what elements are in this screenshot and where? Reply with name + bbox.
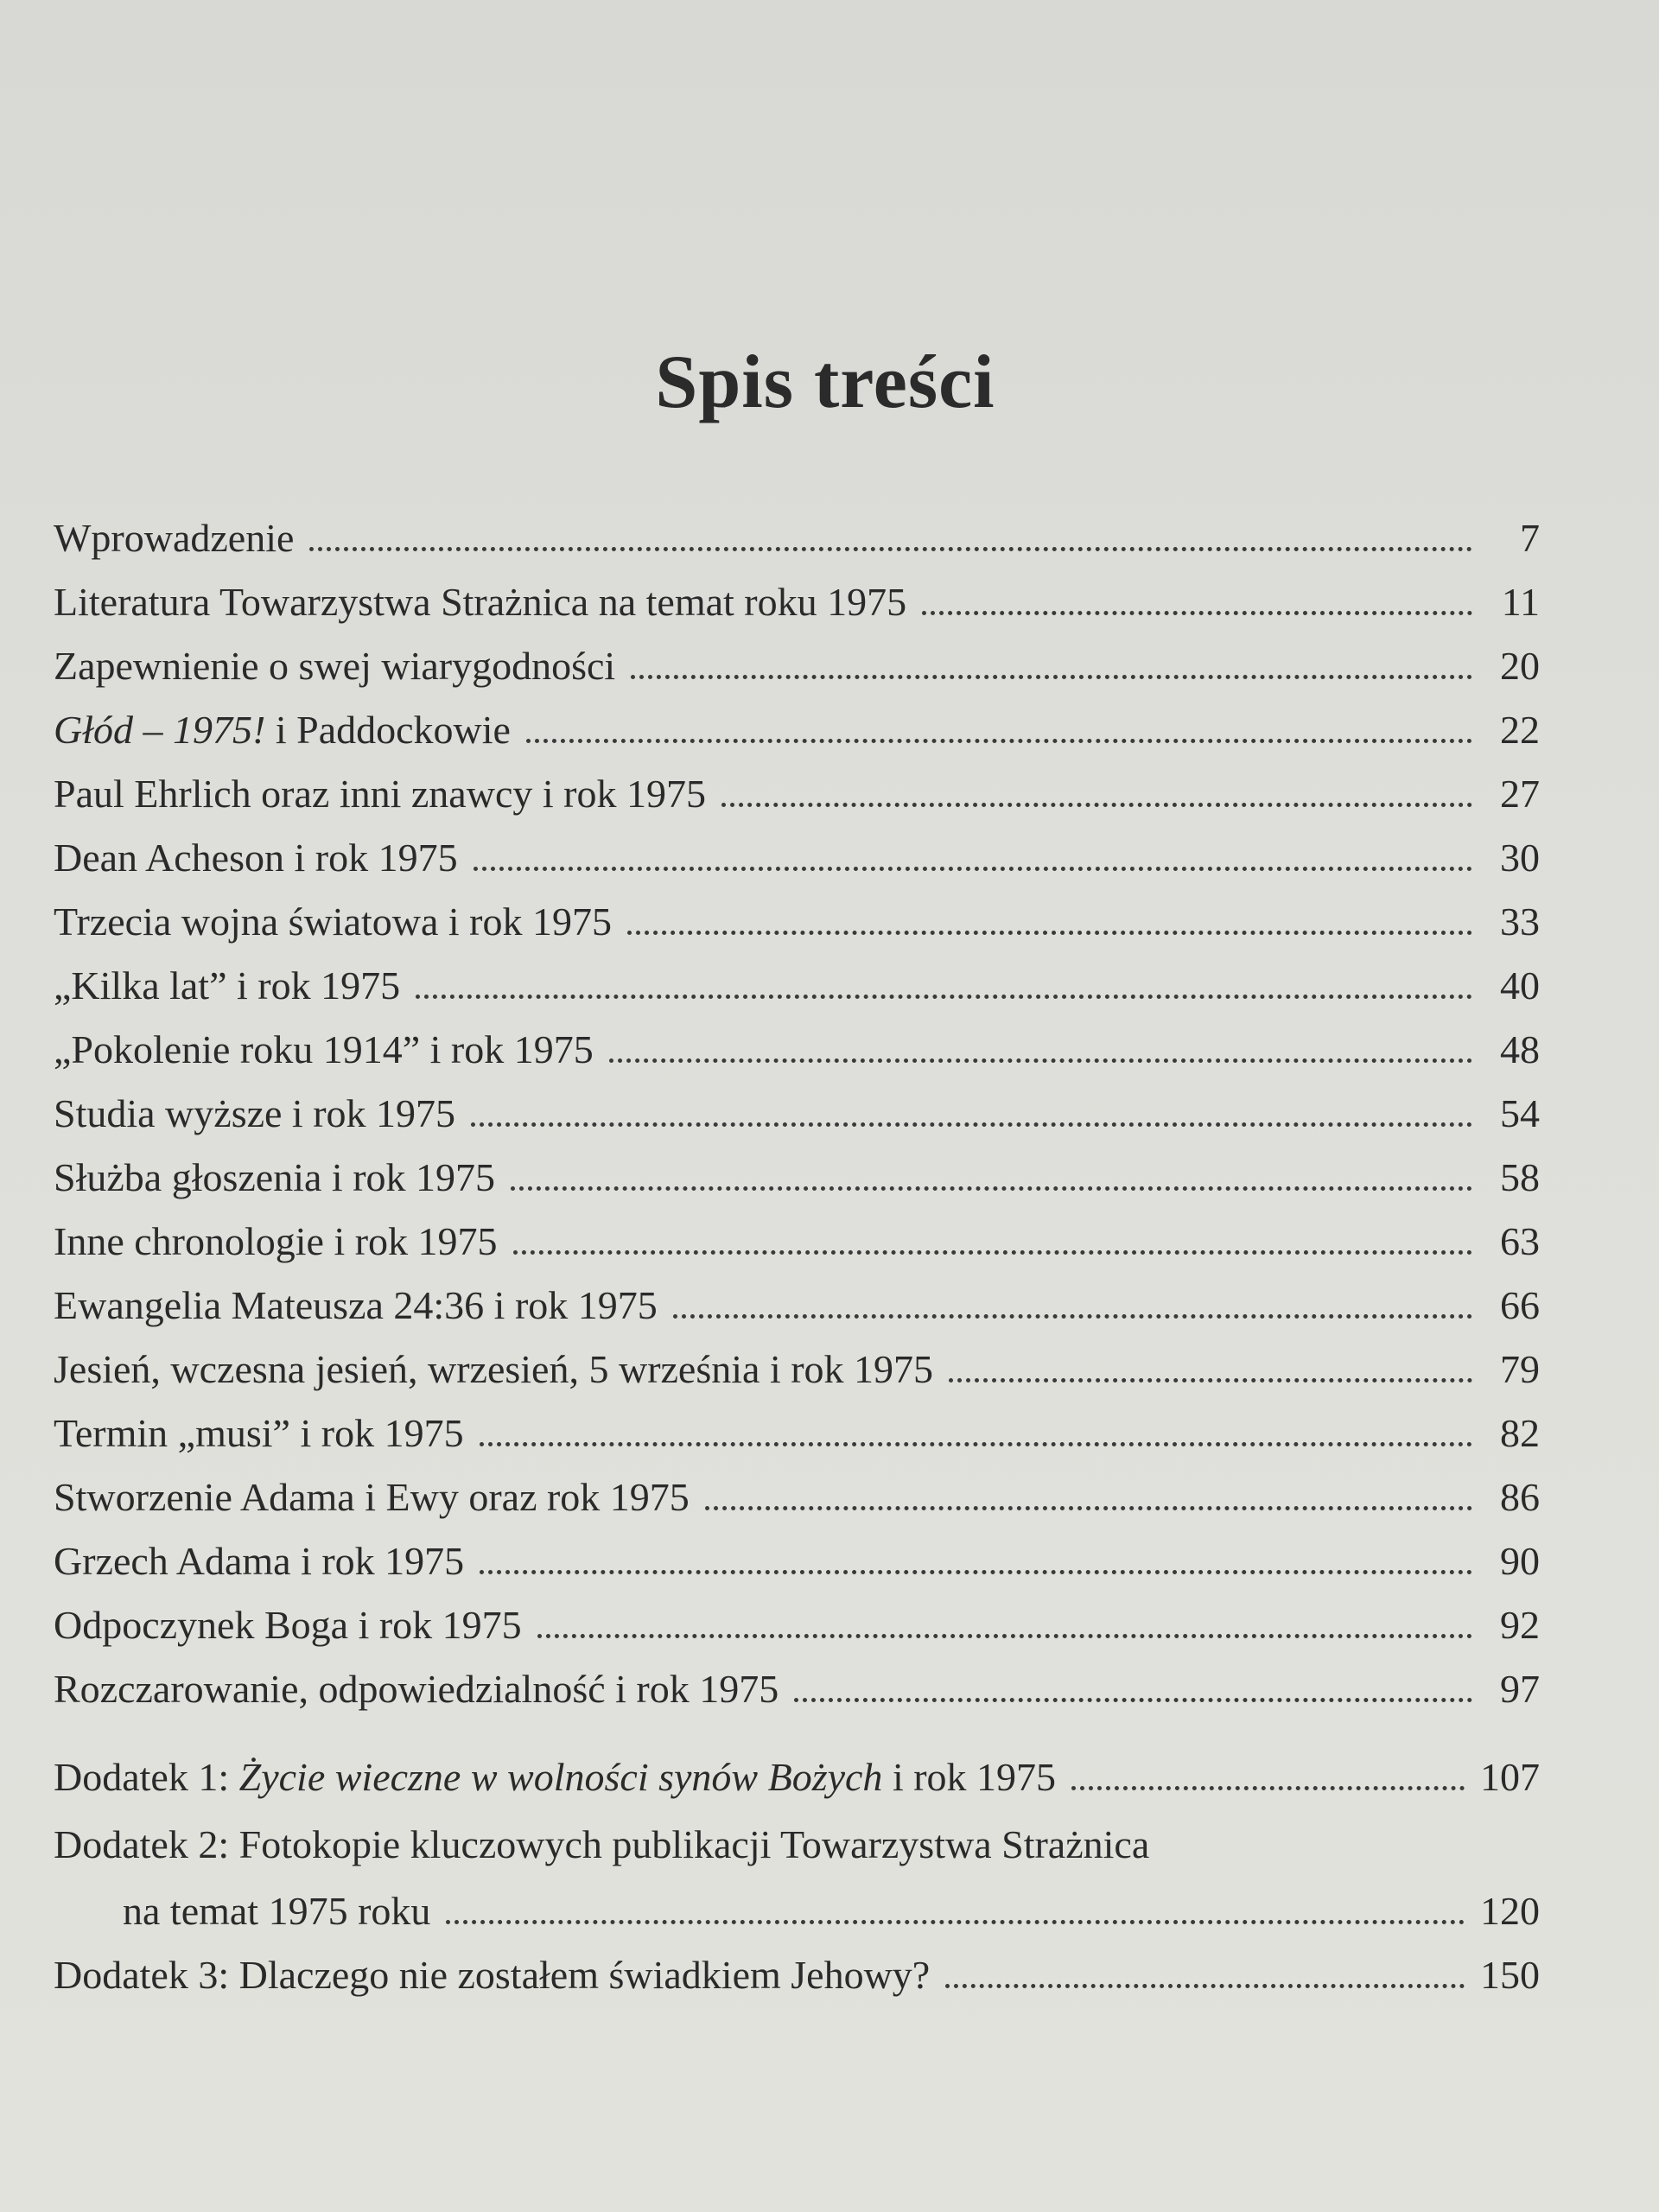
toc-entry-label-continued: na temat 1975 roku [123, 1889, 431, 1933]
toc-entry-label: Dodatek 1: Życie wieczne w wolności synów Bożych i rok 1975 [54, 1755, 1057, 1799]
toc-entry-label: Paul Ehrlich oraz inni znawcy i rok 1975 [54, 772, 706, 816]
toc-entry-page: 20 [1500, 644, 1540, 688]
leader-dots [922, 611, 1472, 615]
leader-dots [513, 1250, 1472, 1255]
toc-entry-page: 63 [1500, 1219, 1540, 1263]
toc-entry-label: Zapewnienie o swej wiarygodności [54, 644, 616, 688]
toc-appendix-2 [54, 1821, 1540, 1931]
toc-entry-label: Dean Acheson i rok 1975 [54, 836, 458, 880]
leader-dots [609, 1058, 1472, 1063]
toc-entry-label: Odpoczynek Boga i rok 1975 [54, 1603, 522, 1647]
toc-entry [54, 838, 1540, 878]
toc-entry-page: 11 [1501, 580, 1540, 624]
toc-entry-label: Inne chronologie i rok 1975 [54, 1219, 498, 1263]
toc-entry-label: Jesień, wczesna jesień, wrzesień, 5 września i rok 1975 [54, 1347, 934, 1391]
toc-entry-page: 79 [1500, 1347, 1540, 1391]
toc-entry-label: Trzecia wojna światowa i rok 1975 [54, 899, 612, 944]
leader-dots [1071, 1786, 1465, 1790]
toc-entry-page: 107 [1480, 1755, 1540, 1799]
toc-entry-label: „Kilka lat” i rok 1975 [54, 963, 401, 1007]
leader-dots [673, 1314, 1472, 1319]
toc-entry-label: Dodatek 2: Fotokopie kluczowych publikacji Towarzystwa Strażnica [54, 1822, 1150, 1866]
toc-entry [54, 1347, 1540, 1391]
leader-dots [721, 803, 1472, 807]
toc-entry-continuation [54, 1891, 1540, 1931]
toc-entry-label: „Pokolenie roku 1914” i rok 1975 [54, 1027, 594, 1071]
toc-entry-page: 27 [1500, 772, 1540, 816]
toc-entry-page: 97 [1500, 1667, 1540, 1711]
toc-entry [54, 1475, 1540, 1519]
toc-entry-page: 66 [1500, 1283, 1540, 1327]
toc-entry-label: Ewangelia Mateusza 24:36 i rok 1975 [54, 1283, 658, 1327]
toc-entry-label: Studia wyższe i rok 1975 [54, 1091, 456, 1135]
leader-dots [631, 675, 1472, 679]
leader-dots [949, 1378, 1472, 1382]
toc-entry-label: Stworzenie Adama i Ewy oraz rok 1975 [54, 1475, 690, 1519]
toc-entry-page: 30 [1500, 836, 1540, 880]
leader-dots [309, 547, 1472, 551]
toc-entry [54, 963, 1540, 1007]
leader-dots [945, 1984, 1465, 1988]
toc-entry-page: 7 [1520, 516, 1540, 560]
toc-entry-page: 86 [1500, 1475, 1540, 1519]
toc-entry [54, 1605, 1540, 1645]
toc-entry-label: Wprowadzenie [54, 516, 295, 560]
leader-dots [416, 995, 1472, 999]
toc-entry-page: 58 [1500, 1155, 1540, 1199]
toc-entry-label: Rozczarowanie, odpowiedzialność i rok 1975 [54, 1667, 779, 1711]
toc-entry-page: 22 [1500, 708, 1540, 752]
toc-entry [54, 710, 1540, 750]
toc-entry [54, 1091, 1540, 1135]
table-of-contents [54, 518, 1540, 1995]
toc-entry [54, 518, 1540, 558]
toc-entry [54, 1027, 1540, 1071]
page-title: Spis treści [655, 340, 995, 424]
toc-entry-page: 48 [1500, 1027, 1540, 1071]
leader-dots [511, 1186, 1472, 1191]
toc-entry-page: 92 [1500, 1603, 1540, 1647]
toc-entry [54, 774, 1540, 814]
toc-entry-page: 40 [1500, 963, 1540, 1007]
toc-entry-page: 90 [1500, 1539, 1540, 1583]
toc-entry [54, 1155, 1540, 1199]
leader-dots [526, 739, 1472, 743]
toc-entry-label: Służba głoszenia i rok 1975 [54, 1155, 496, 1199]
leader-dots [474, 867, 1472, 871]
toc-entry [54, 1541, 1540, 1581]
toc-entry [54, 582, 1540, 622]
toc-entry-page: 82 [1500, 1411, 1540, 1455]
toc-appendix-1 [54, 1755, 1540, 1799]
leader-dots [794, 1698, 1472, 1702]
toc-entry-page: 54 [1500, 1091, 1540, 1135]
toc-entry-label: Literatura Towarzystwa Strażnica na temat roku 1975 [54, 580, 907, 624]
leader-dots [480, 1570, 1472, 1574]
toc-entry [54, 899, 1540, 944]
leader-dots [705, 1506, 1472, 1510]
toc-entry [54, 1411, 1540, 1455]
leader-dots [446, 1920, 1465, 1924]
toc-entry [54, 1669, 1540, 1709]
toc-entry-label: Termin „musi” i rok 1975 [54, 1411, 464, 1455]
leader-dots [480, 1442, 1472, 1446]
toc-entry [54, 646, 1540, 686]
toc-entry-label: Grzech Adama i rok 1975 [54, 1539, 465, 1583]
toc-entry [54, 1219, 1540, 1263]
toc-entry-page: 33 [1500, 899, 1540, 944]
toc-entry-label: Głód – 1975! i Paddockowie [54, 708, 511, 752]
leader-dots [627, 931, 1472, 935]
toc-entry [54, 1283, 1540, 1327]
toc-appendix-3 [54, 1955, 1540, 1995]
leader-dots [537, 1634, 1472, 1638]
leader-dots [471, 1122, 1472, 1127]
toc-entry-page: 150 [1480, 1953, 1540, 1997]
toc-entry-label: Dodatek 3: Dlaczego nie zostałem świadkiem Jehowy? [54, 1953, 931, 1997]
toc-entry-page: 120 [1480, 1889, 1540, 1933]
